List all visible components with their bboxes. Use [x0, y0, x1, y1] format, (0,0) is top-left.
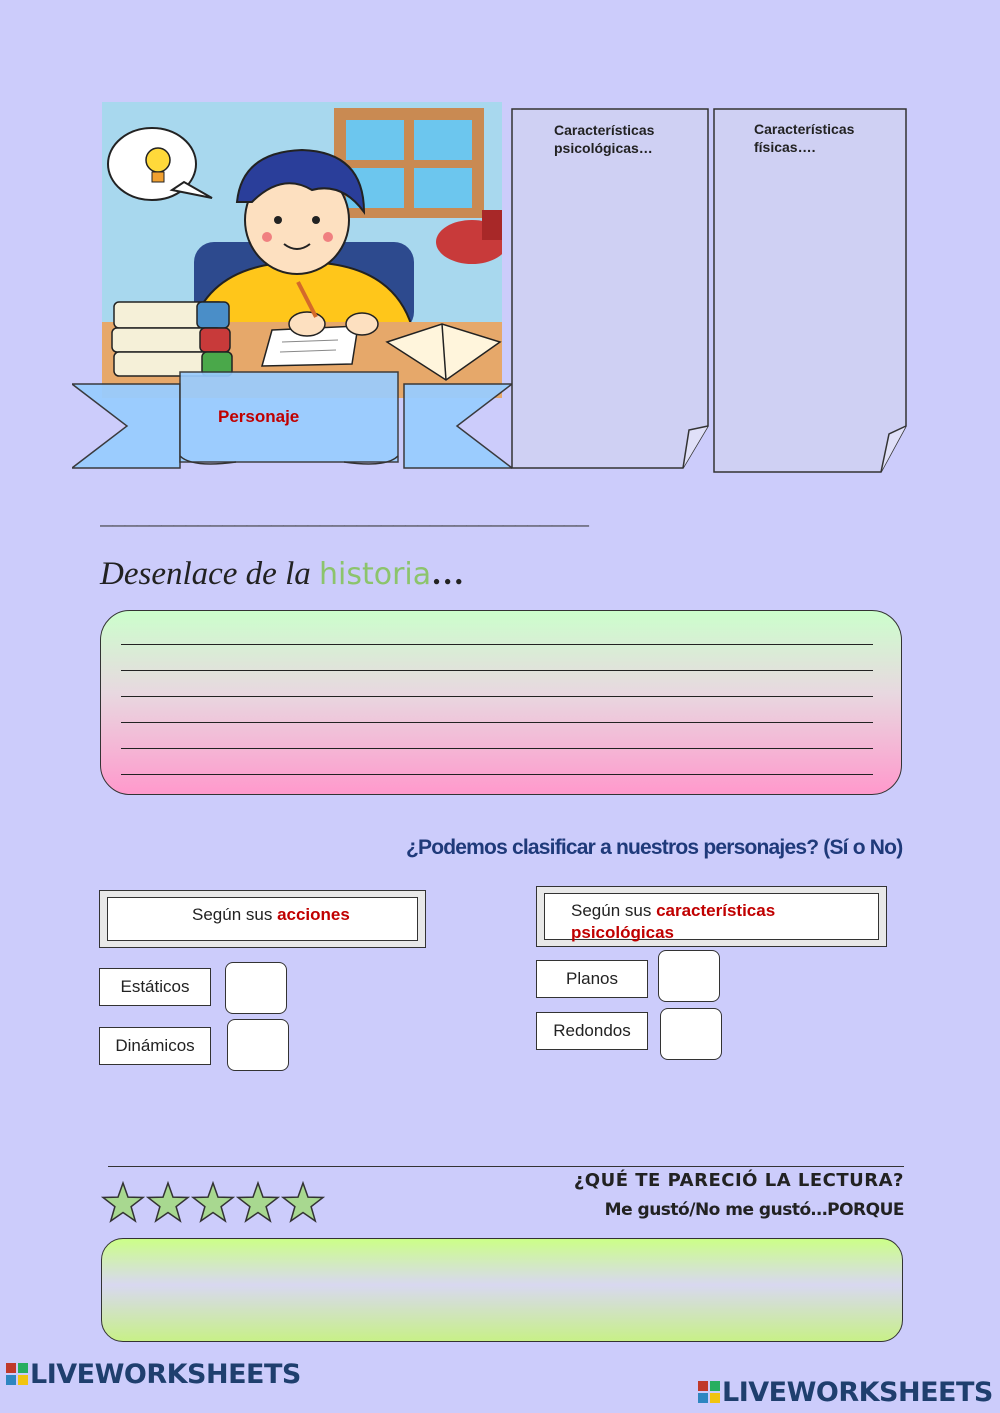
review-rule — [108, 1166, 904, 1167]
star-icon[interactable] — [193, 1183, 233, 1221]
option-static: Estáticos — [99, 968, 211, 1006]
opinion-writing-box[interactable] — [101, 1238, 903, 1342]
option-round: Redondos — [536, 1012, 648, 1050]
outcome-heading-prefix: Desenlace de la — [100, 556, 319, 592]
logo-right-text: LIVEWORKSHEETS — [722, 1377, 993, 1408]
classify-question: ¿Podemos clasificar a nuestros personajes? (Sí o No) — [406, 836, 903, 859]
character-label: Personaje — [218, 407, 300, 426]
psychological-traits-paper[interactable] — [511, 108, 709, 470]
student-writing-illustration — [102, 102, 502, 398]
star-icon[interactable] — [103, 1183, 143, 1221]
actions-header-box — [99, 890, 426, 948]
answer-box-flat[interactable] — [658, 950, 720, 1002]
option-flat: Planos — [536, 960, 648, 998]
writing-line — [121, 670, 873, 671]
actions-header-highlight: acciones — [277, 905, 350, 924]
option-dynamic: Dinámicos — [99, 1027, 211, 1065]
star-icon[interactable] — [283, 1183, 323, 1221]
psych-header-box — [536, 886, 887, 947]
star-icon[interactable] — [148, 1183, 188, 1221]
writing-line — [121, 696, 873, 697]
psych-header-prefix: Según sus — [571, 901, 657, 920]
review-prompt: Me gustó/No me gustó…PORQUE — [604, 1200, 904, 1220]
psych-header-inner — [544, 893, 879, 940]
actions-header-text — [192, 905, 350, 925]
physical-traits-paper[interactable] — [713, 108, 911, 474]
outcome-heading-suffix: … — [431, 556, 465, 592]
actions-header-prefix: Según sus — [192, 905, 278, 924]
writing-line — [121, 722, 873, 723]
writing-line — [121, 774, 873, 775]
writing-line — [121, 644, 873, 645]
answer-box-dynamic[interactable] — [227, 1019, 289, 1071]
review-question: ¿QUÉ TE PARECIÓ LA LECTURA? — [573, 1170, 904, 1191]
writing-line — [121, 748, 873, 749]
liveworksheets-logo-left — [6, 1359, 301, 1390]
logo-left-text: LIVEWORKSHEETS — [30, 1359, 301, 1390]
answer-box-round[interactable] — [660, 1008, 722, 1060]
psychological-traits-title: Características psicológicas… — [554, 122, 655, 156]
answer-box-static[interactable] — [225, 962, 287, 1014]
rating-stars[interactable] — [100, 1178, 330, 1228]
outcome-heading — [100, 556, 464, 593]
psych-header-highlight: características psicológicas — [571, 901, 776, 942]
outcome-heading-highlight: historia — [319, 557, 432, 592]
actions-header-inner — [107, 897, 418, 941]
liveworksheets-mark-icon — [698, 1381, 720, 1403]
section-divider: ________________________________________ — [100, 506, 589, 531]
psych-header-text — [571, 900, 831, 944]
star-icon[interactable] — [238, 1183, 278, 1221]
physical-traits-title: Características físicas…. — [754, 121, 855, 155]
liveworksheets-logo-right — [698, 1377, 993, 1408]
outcome-writing-box[interactable] — [100, 610, 902, 795]
liveworksheets-mark-icon — [6, 1363, 28, 1385]
